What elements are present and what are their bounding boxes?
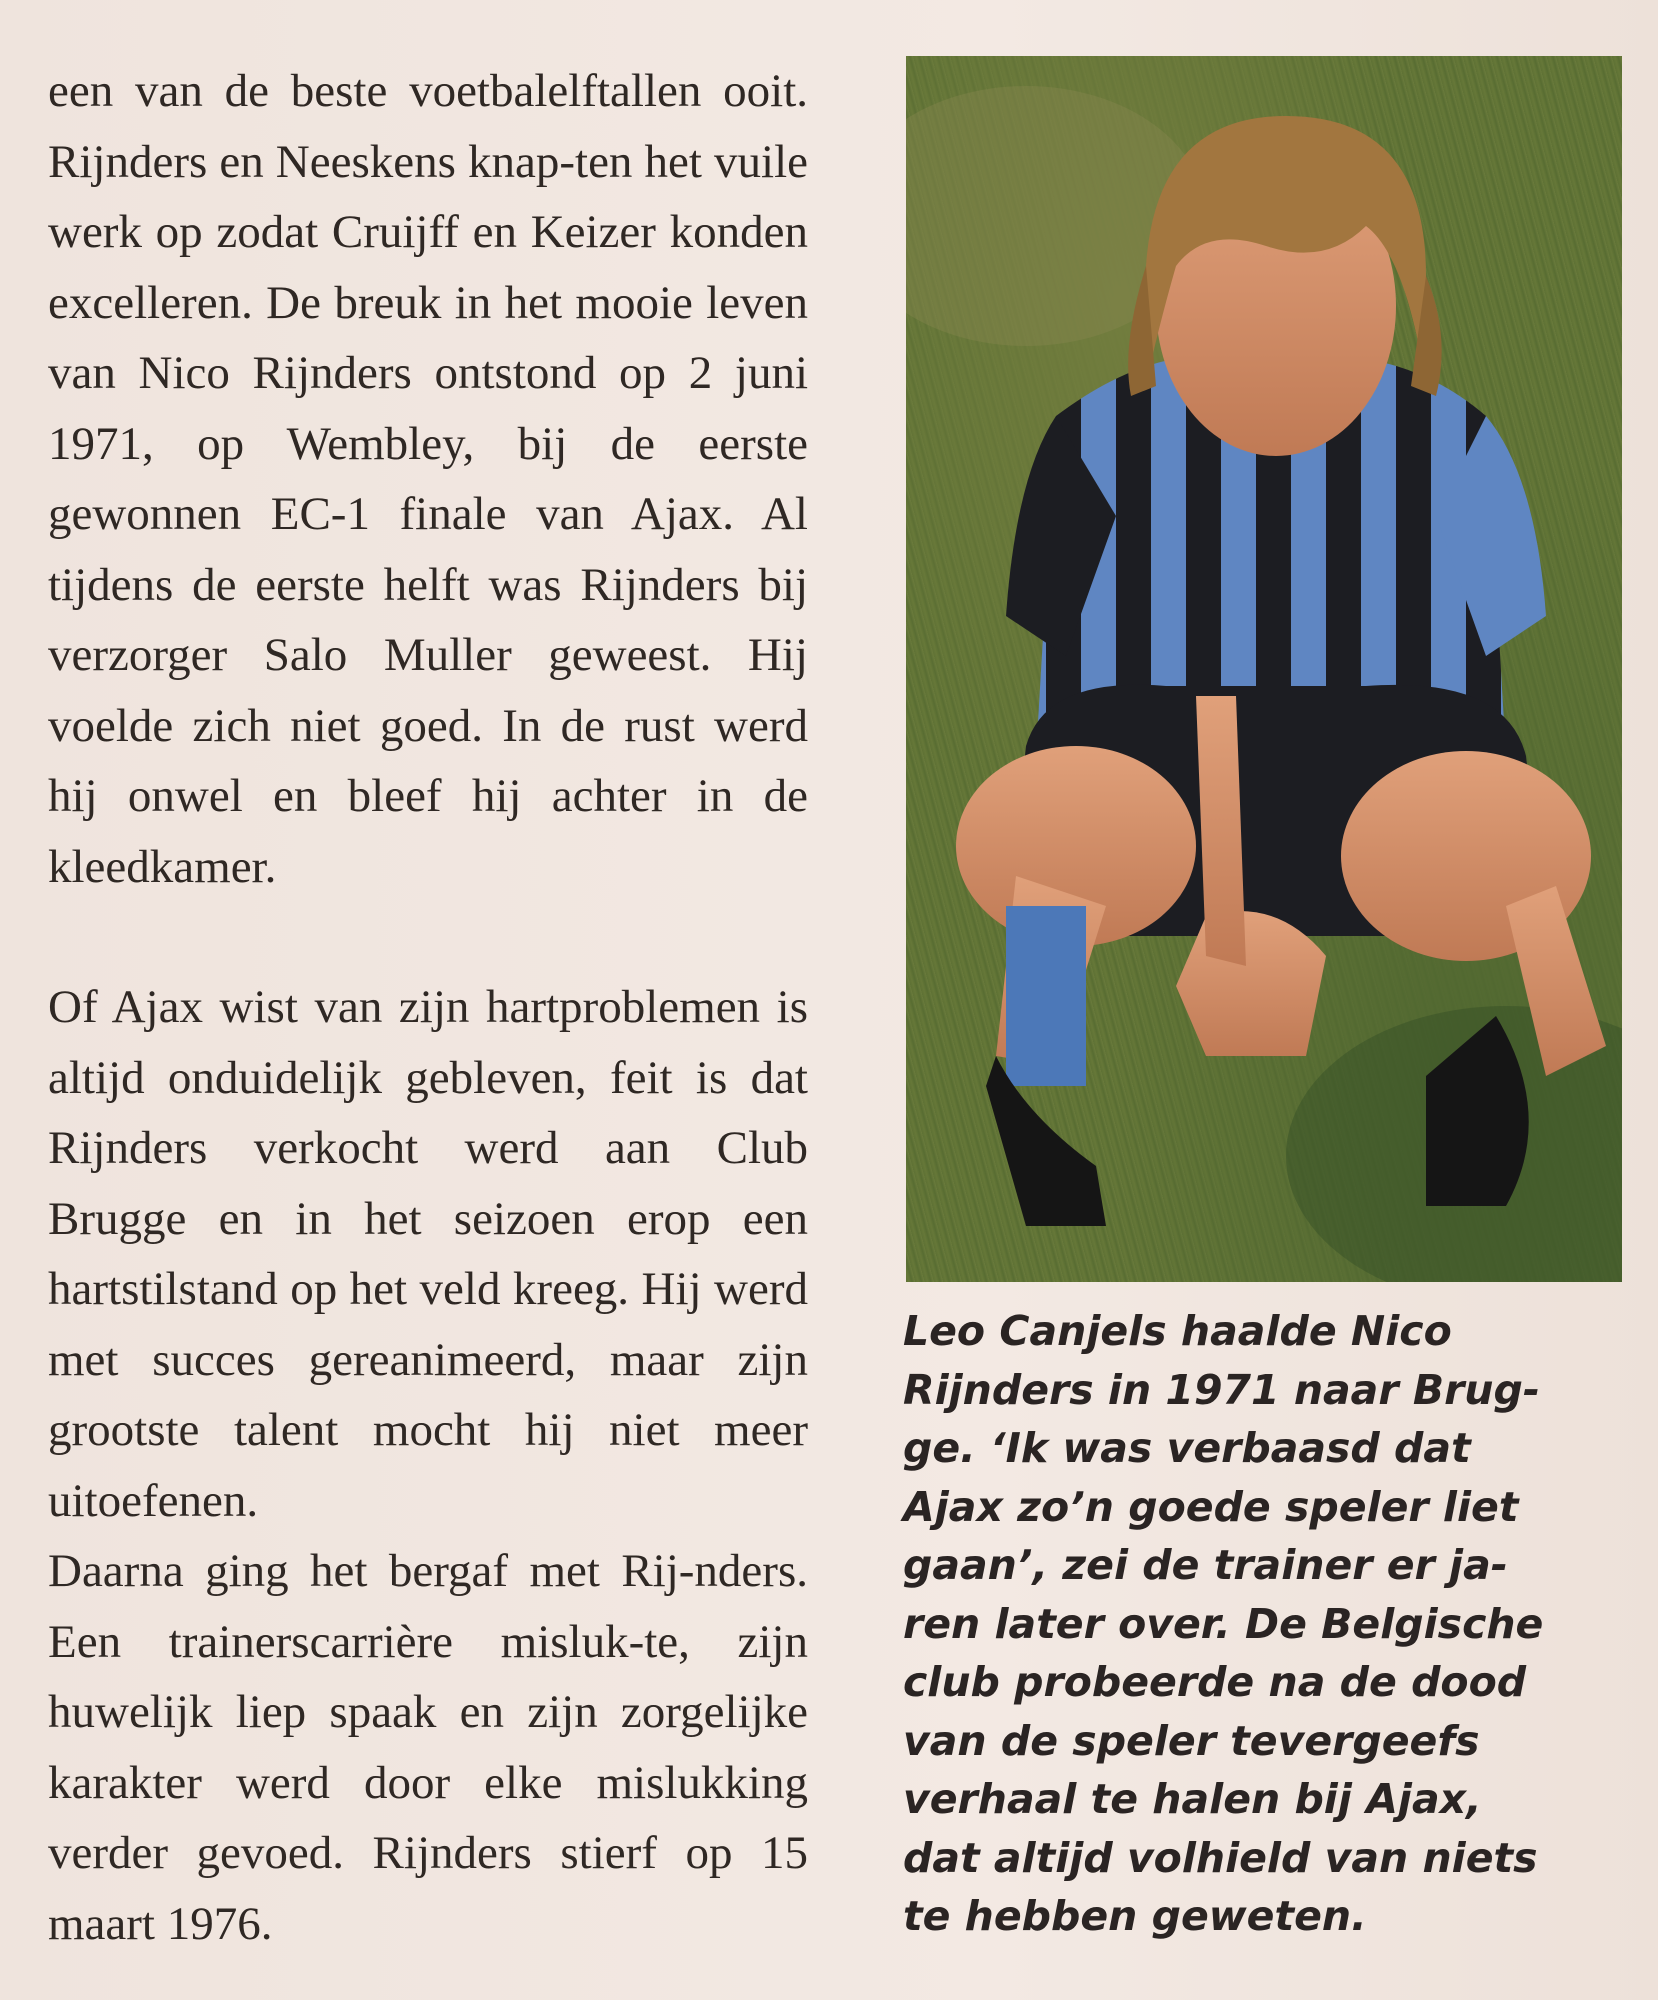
body-paragraph-2: Of Ajax wist van zijn hartproblemen is altijd onduidelijk gebleven, feit is dat Rijnders verkocht werd aan Club Brugge en in het seizoen erop een hartstilstand op het veld kreeg. Hij werd met succes gereanimeerd, maar zijn grootste talent mocht hij niet meer uitoefenen. — [48, 981, 808, 1527]
caption-line: ren later over. De Belgische — [903, 1599, 1544, 1648]
caption-line: Ajax zo’n goede speler liet — [903, 1482, 1519, 1531]
caption-line: verhaal te halen bij Ajax, — [903, 1775, 1482, 1823]
photo-caption — [903, 1302, 1623, 1946]
caption-line: ge. ‘Ik was verbaasd dat — [903, 1424, 1471, 1472]
player-photo-illustration — [906, 56, 1622, 1282]
player-photo — [906, 56, 1622, 1282]
caption-line: van de speler tevergeefs — [903, 1716, 1480, 1765]
caption-line: Leo Canjels haalde Nico — [903, 1307, 1452, 1355]
caption-line: club probeerde na de dood — [903, 1658, 1527, 1706]
body-paragraph-3: Daarna ging het bergaf met Rij-nders. Een trainerscarrière misluk-te, zijn huwelijk liep spaak en zijn zorgelijke karakter werd door elke mislukking verder gevoed. Rijnders stierf op 15 maart 1976. — [48, 1545, 808, 1950]
caption-line: Rijnders in 1971 naar Brug- — [903, 1365, 1540, 1414]
caption-line: te hebben geweten. — [903, 1892, 1367, 1940]
article-body — [48, 56, 808, 1959]
caption-line: gaan’, zei de trainer er ja- — [903, 1541, 1508, 1589]
caption-line: dat altijd volhield van niets — [903, 1833, 1538, 1882]
body-paragraph-1: een van de beste voetbalelftallen ooit. Rijnders en Neeskens knap-ten het vuile werk op zodat Cruijff en Keizer konden excelleren. De breuk in het mooie leven van Nico Rijnders ontstond op 2 juni 1971, op Wembley, bij de eerste gewonnen EC-1 finale van Ajax. Al tijdens de eerste helft was Rijnders bij verzorger Salo Muller geweest. Hij voelde zich niet goed. In de rust werd hij onwel en bleef hij achter in de kleedkamer. — [48, 65, 808, 893]
